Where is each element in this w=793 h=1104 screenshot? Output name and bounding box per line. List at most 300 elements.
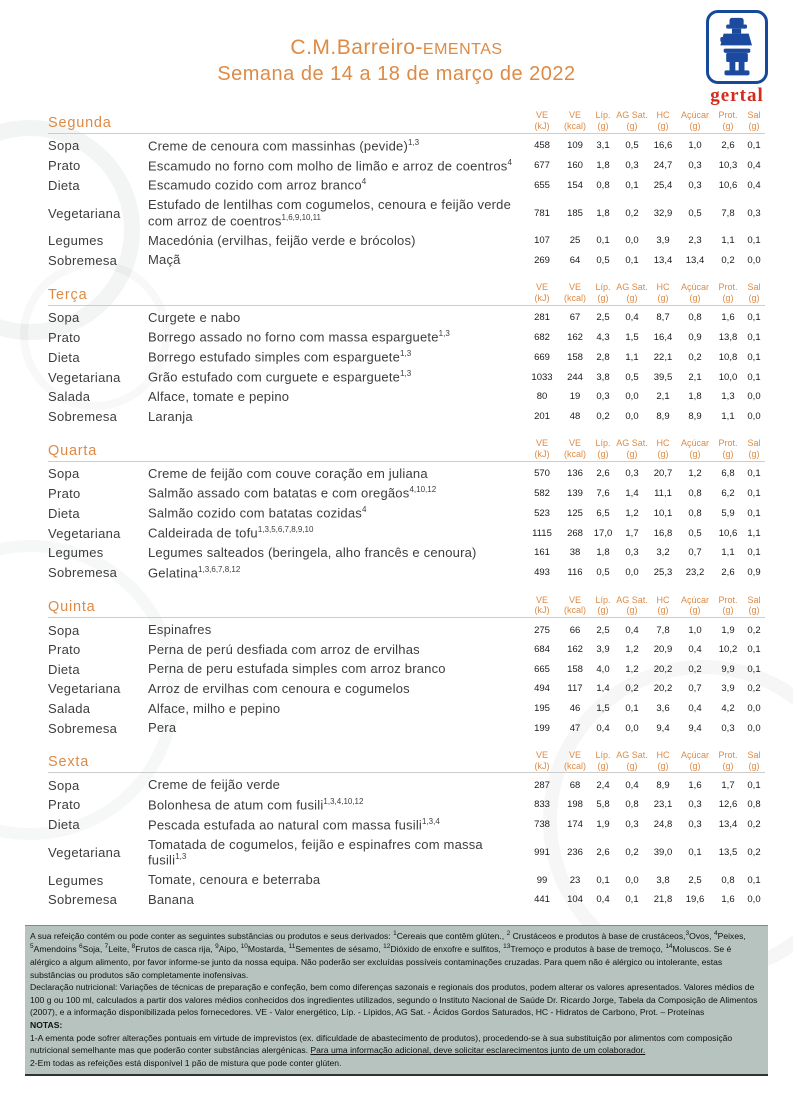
nutrition-value: 0,5 [688,527,702,539]
column-header: HC (g) [656,110,670,131]
menu-days [0,104,793,910]
nutrition-value: 9,4 [656,722,670,734]
column-header: Prot. (g) [718,749,738,771]
nutrition-value: 269 [534,254,550,266]
menu-row [48,407,765,427]
nutrition-value: 655 [534,179,550,191]
nutrition-value: 25,3 [653,567,673,579]
menu-row [48,640,765,660]
nutrition-value: 0,1 [625,179,639,191]
dish-name: Caldeirada de tofu$^{1,3,5,6,7,8,9,10}$ [148,525,314,541]
menu-row [48,659,765,679]
nutrition-value: 0,4 [688,644,702,656]
nutrition-value: 738 [534,819,550,831]
nutrition-value: 99 [536,874,548,886]
course-label: Prato [48,642,81,658]
nutrition-value: 781 [534,207,550,219]
nutrition-value: 684 [534,644,550,656]
column-header: HC (g) [656,438,670,459]
nutrition-value: 0,2 [747,624,761,636]
dish-name: Curgete e nabo [148,309,241,325]
nutrition-value: 17,0 [593,527,613,539]
nutrition-value: 16,6 [653,140,673,152]
dish-name: Escamudo no forno com molho de limão e arroz de coentros$^4$ [148,157,512,173]
day-section [48,595,765,738]
nutrition-value: 0,2 [721,254,735,266]
column-header: AG Sat. (g) [616,282,648,303]
nutrition-value: 1,9 [596,819,610,831]
menu-row [48,464,765,484]
nutrition-value: 1,9 [721,624,735,636]
nutrition-value: 0,2 [625,847,639,859]
course-label: Salada [48,700,91,716]
nutrition-value: 0,1 [596,874,610,886]
menu-row [48,620,765,640]
nutrition-value: 0,2 [625,207,639,219]
dish-name: Macedónia (ervilhas, feijão verde e brócolos) [148,232,416,248]
nutrition-value: 0,3 [747,207,761,219]
column-header: Líp. (g) [595,282,611,303]
nutrition-value: 117 [567,683,583,695]
menu-row [48,483,765,503]
course-label: Dieta [48,177,80,193]
nutrition-value: 677 [534,159,550,171]
nutrition-value: 3,9 [596,644,610,656]
nutrition-value: 0,4 [747,179,761,191]
nutrition-value: 8,9 [656,410,670,422]
nutrition-value: 2,1 [656,391,670,403]
course-label: Vegetariana [48,205,121,221]
nutrition-value: 46 [569,702,581,714]
allergen-superscript: 1,3 [175,852,187,862]
nutrition-value: 7,8 [656,624,670,636]
course-label: Dieta [48,349,80,365]
nutrition-value: 195 [534,702,550,714]
column-header: VE (kcal) [564,594,586,616]
dish-name: Laranja [148,408,193,424]
nutrition-value: 6,2 [721,487,735,499]
menu-row [48,775,765,795]
dish-name: Creme de feijão com couve coração em juliana [148,465,428,481]
nutrition-value: 16,4 [653,331,673,343]
dish-name: Estufado de lentilhas com cogumelos, cenoura e feijão verde com arroz de coentros$^{1,6,9,10,11}$ [148,197,512,229]
nutrition-value: 4,2 [721,702,735,714]
nutrition-value: 2,3 [688,235,702,247]
column-header: HC (g) [656,749,670,771]
course-label: Legumes [48,872,104,888]
menu-row [48,795,765,815]
column-header: Líp. (g) [595,438,611,459]
nutrition-value: 0,8 [721,874,735,886]
nutrition-value: 1,4 [625,487,639,499]
nutrition-value: 0,0 [747,254,761,266]
nutrition-value: 441 [534,894,550,906]
nutrition-value: 0,0 [625,410,639,422]
nutrition-value: 80 [536,391,548,403]
nutrition-value: 20,2 [653,683,673,695]
nutrition-value: 1,7 [721,779,735,791]
nutrition-value: 0,0 [747,410,761,422]
nutrition-value: 0,2 [688,663,702,675]
nutrition-value: 1,2 [625,507,639,519]
nutrition-value: 23,1 [653,799,673,811]
gertal-logo [697,10,777,107]
nutrition-value: 13,4 [718,819,738,831]
nutrition-value: 275 [534,624,550,636]
course-label: Prato [48,485,81,501]
dish-name: Bolonhesa de atum com fusili$^{1,3,4,10,12}$ [148,797,364,813]
nutrition-value: 0,3 [688,799,702,811]
course-label: Dieta [48,817,80,833]
nutrition-value: 2,5 [596,311,610,323]
menu-row [48,308,765,328]
nutrition-value: 19,6 [685,894,705,906]
nutrition-value: 1,6 [688,779,702,791]
column-header: Açúcar (g) [680,110,709,131]
nutrition-value: 0,1 [747,507,761,519]
course-label: Vegetariana [48,369,121,385]
allergen-superscript: 4 [507,157,512,167]
menu-row [48,718,765,738]
column-header: Açúcar (g) [680,749,709,771]
menu-row [48,543,765,563]
nutrition-value: 20,2 [653,663,673,675]
nutrition-value: 10,0 [718,371,738,383]
nutrition-value: 1,0 [688,624,702,636]
page-title-block [87,36,707,86]
allergen-superscript: 1,3 [400,369,412,379]
day-header [48,595,765,619]
dish-name: Salmão cozido com batatas cozidas$^4$ [148,505,367,521]
column-header: Açúcar (g) [680,594,709,616]
nutrition-value: 8,9 [656,779,670,791]
nutrition-value: 1,6 [721,894,735,906]
nutrition-value: 0,8 [688,507,702,519]
column-header: Açúcar (g) [680,282,709,303]
nutrition-value: 174 [567,819,583,831]
column-header: Sal (g) [747,594,761,616]
nutrition-declaration: Declaração nutricional: Variações de técnicas de preparação e confeção, bem como diferenças sazonais e regionais dos produtos, podem alterar os valores apresentados. Valores médios de 100 g ou 100 ml, calculados a partir dos valores médios conhecidos dos ingredientes utilizados, segundo o Instituto Nacional de Saúde Dr. Ricardo Jorge, Tabela da Composição de Alimentos (2007), e a informação disponibilizada pelos fornecedores. VE - Valor energético, Líp. - Lípidos, AG Sat. - Ácidos Gordos Saturados, HC - Hidratos de Carbono, Prot. – Proteínas [30,982,758,1018]
course-label: Vegetariana [48,845,121,861]
nutrition-value: 125 [567,507,583,519]
nutrition-value: 3,8 [656,874,670,886]
nutrition-value: 6,5 [596,507,610,519]
menu-row [48,835,765,871]
nutrition-value: 0,4 [596,894,610,906]
nutrition-value: 0,4 [747,159,761,171]
nutrition-value: 0,1 [747,371,761,383]
organization-name: C.M.Barreiro- [290,36,423,59]
menu-row [48,699,765,719]
nutrition-value: 2,6 [596,468,610,480]
nutrition-value: 0,0 [625,235,639,247]
nutrition-value: 0,1 [688,847,702,859]
nutrition-value: 1,7 [625,527,639,539]
nutrition-value: 154 [567,179,583,191]
nutrition-value: 10,8 [718,351,738,363]
dish-name: Creme de cenoura com massinhas (pevide)$^{1,3}$ [148,137,420,153]
course-label: Prato [48,157,81,173]
nutrition-value: 1,3 [721,391,735,403]
nutrition-value: 0,2 [625,683,639,695]
course-label: Dieta [48,505,80,521]
nutrition-value: 494 [534,683,550,695]
nutrition-value: 1,1 [721,547,735,559]
nutrition-value: 2,6 [721,140,735,152]
nutrition-value: 23 [569,874,581,886]
notes-label: NOTAS: [30,1020,63,1031]
course-label: Sopa [48,309,80,325]
allergen-superscript: 1,3,6,7,8,12 [198,564,241,574]
nutrition-value: 281 [534,311,550,323]
nutrition-value: 0,1 [625,702,639,714]
course-label: Vegetariana [48,525,121,541]
column-header: AG Sat. (g) [616,749,648,771]
menu-row [48,367,765,387]
nutrition-value: 0,1 [747,644,761,656]
nutrition-value: 13,5 [718,847,738,859]
menu-row [48,503,765,523]
column-header: VE (kJ) [534,438,550,459]
nutrition-value: 47 [569,722,581,734]
nutrition-value: 1033 [531,371,553,383]
nutrition-value: 1,2 [625,644,639,656]
column-header: AG Sat. (g) [616,110,648,131]
nutrition-value: 0,4 [596,722,610,734]
menu-row [48,890,765,910]
nutrition-value: 1,1 [721,410,735,422]
nutrition-value: 0,1 [747,468,761,480]
nutrition-value: 160 [567,159,583,171]
nutrition-value: 116 [567,567,583,579]
dish-name: Arroz de ervilhas com cenoura e cogumelos [148,681,410,697]
dish-name: Salmão assado com batatas e com oregãos$^{4,10,12}$ [148,485,437,501]
course-label: Prato [48,797,81,813]
nutrition-value: 66 [569,624,581,636]
note-1-underlined-text: Para uma informação adicional, deve solicitar esclarecimentos junto de um colaborador. [310,1045,646,1056]
course-label: Legumes [48,233,104,249]
nutrition-value: 0,7 [688,683,702,695]
course-label: Prato [48,329,81,345]
day-section [48,750,765,910]
allergen-superscript: 1,6,9,10,11 [281,212,321,222]
footer-info-box [25,925,768,1076]
allergen-superscript: 4 [361,177,367,187]
menu-row [48,679,765,699]
nutrition-value: 2,4 [596,779,610,791]
column-header: Líp. (g) [595,594,611,616]
allergen-superscript: 1,3 [400,349,412,359]
nutrition-value: 1,0 [688,140,702,152]
nutrition-value: 11,1 [654,487,672,499]
nutrition-value: 287 [534,779,550,791]
nutrition-value: 3,9 [721,683,735,695]
nutrition-value: 0,1 [747,235,761,247]
nutrition-value: 0,9 [688,331,702,343]
nutrition-value: 1,8 [688,391,702,403]
nutrition-value: 20,9 [653,644,673,656]
nutrition-value: 38 [569,547,581,559]
gertal-wordmark: gertal [710,85,764,106]
nutrition-value: 0,4 [625,624,639,636]
nutrition-value: 244 [567,371,583,383]
course-label: Sobremesa [48,565,118,581]
nutrition-value: 48 [569,410,581,422]
nutrition-value: 0,1 [596,235,610,247]
nutrition-value: 10,2 [718,644,738,656]
nutrition-value: 12,6 [718,799,738,811]
nutrition-value: 458 [534,140,550,152]
nutrition-value: 3,2 [656,547,670,559]
allergen-superscript: 4,10,12 [409,485,437,495]
nutrition-value: 185 [567,207,583,219]
nutrition-value: 0,1 [625,254,639,266]
dish-name: Creme de feijão verde [148,777,281,793]
menu-row [48,175,765,195]
menu-row [48,195,765,231]
column-header: Sal (g) [747,110,761,131]
nutrition-value: 0,1 [747,547,761,559]
nutrition-value: 20,7 [653,468,673,480]
nutrition-value: 10,3 [718,159,738,171]
nutrition-value: 0,1 [747,331,761,343]
column-header: Sal (g) [747,438,761,459]
nutrition-value: 0,1 [747,487,761,499]
nutrition-value: 1,1 [721,235,735,247]
dish-name: Pera [148,720,177,736]
nutrition-value: 2,8 [596,351,610,363]
nutrition-value: 0,1 [747,311,761,323]
day-section [48,438,765,582]
nutrition-value: 2,6 [596,847,610,859]
nutrition-value: 2,5 [688,874,702,886]
column-header: Sal (g) [747,749,761,771]
nutrition-value: 0,3 [688,159,702,171]
nutrition-value: 5,9 [721,507,735,519]
nutrition-value: 1,8 [596,159,610,171]
document-type: EMENTAS [422,41,503,58]
note-1 [30,1032,763,1057]
nutrition-value: 8,7 [656,311,670,323]
nutrition-value: 582 [534,487,550,499]
nutrition-value: 0,3 [688,819,702,831]
column-header: Prot. (g) [718,110,738,131]
column-header: Açúcar (g) [680,438,709,459]
nutrition-value: 0,0 [625,567,639,579]
nutrition-value: 3,8 [596,371,610,383]
day-header [48,750,765,774]
allergen-info: A sua refeição contém ou pode conter as seguintes substâncias ou produtos e seus derivados: $^1$Cereais que contêm glúten., $^2$ Crustáceos e produtos à base de crustáceos,$^3$Ovos, $^4$Peixes, $^5$Amendoins $^6$Soja, $^7$Leite, $^8$Frutos de casca rija, $^9$Aipo, $^{10}$Mostarda, $^{11}$Sementes de sésamo, $^{12}$Dióxido de enxofre e sulfitos, $^{13}$Tremoço e produtos à base de tremoço, $^{14}$Moluscos. Se é alérgico a algum alimento, por favor informe-se junto da nossa equipa. Não poderão ser excluídas possíveis contaminações cruzadas. Para quem não é alérgico ou intolerante, estas substâncias ou produtos são completamente inofensivas. [30,930,746,980]
dish-name: Alface, tomate e pepino [148,389,290,405]
nutrition-value: 665 [534,663,550,675]
nutrition-value: 0,3 [625,819,639,831]
nutrition-value: 0,3 [688,179,702,191]
nutrition-value: 198 [567,799,583,811]
day-header [48,282,765,306]
nutrition-value: 0,1 [747,779,761,791]
nutrition-value: 0,5 [596,254,610,266]
menu-row [48,156,765,176]
nutrition-value: 570 [534,468,550,480]
column-header: VE (kcal) [564,110,586,131]
column-header: Prot. (g) [718,594,738,616]
nutrition-value: 0,3 [625,468,639,480]
nutrition-value: 199 [534,722,550,734]
column-header: HC (g) [656,594,670,616]
course-label: Legumes [48,545,104,561]
allergen-superscript: 1,3 [438,329,450,339]
nutrition-value: 39,5 [653,371,673,383]
nutrition-value: 0,3 [596,391,610,403]
dish-name: Gelatina$^{1,3,6,7,8,12}$ [148,564,241,581]
day-section [48,282,765,426]
nutrition-value: 9,4 [688,722,702,734]
nutrition-value: 64 [569,254,581,266]
nutrition-value: 1,1 [747,527,761,539]
dish-name: Perna de perú desfiada com arroz de ervilhas [148,641,420,657]
nutrition-value: 1115 [532,527,552,539]
course-label: Sopa [48,777,80,793]
nutrition-value: 0,0 [747,702,761,714]
column-header: VE (kcal) [564,282,586,303]
nutrition-value: 10,6 [718,179,738,191]
nutrition-value: 6,8 [721,468,735,480]
menu-row [48,870,765,890]
menu-row [48,815,765,835]
nutrition-value: 16,8 [653,527,673,539]
nutrition-value: 10,6 [718,527,738,539]
nutrition-value: 32,9 [653,207,673,219]
menu-row [48,250,765,270]
day-name: Terça [48,286,88,303]
page-title [87,36,707,60]
column-header: VE (kJ) [534,282,550,303]
menu-row [48,563,765,583]
nutrition-value: 0,7 [688,547,702,559]
course-label: Sopa [48,466,80,482]
nutrition-value: 158 [567,663,583,675]
nutrition-value: 104 [567,894,583,906]
dish-name: Escamudo cozido com arroz branco$^4$ [148,177,367,193]
allergen-superscript: 1,3 [407,137,420,147]
nutrition-value: 3,1 [596,140,610,152]
menu-row [48,231,765,251]
nutrition-value: 0,4 [625,779,639,791]
nutrition-value: 0,8 [688,311,702,323]
nutrition-value: 139 [567,487,583,499]
nutrition-value: 0,5 [596,567,610,579]
nutrition-value: 669 [534,351,550,363]
week-subtitle: Semana de 14 a 18 de março de 2022 [217,63,576,85]
nutrition-value: 22,1 [653,351,673,363]
nutrition-value: 1,6 [721,311,735,323]
nutrition-value: 1,8 [596,207,610,219]
nutrition-value: 1,2 [688,468,702,480]
column-header: Prot. (g) [718,282,738,303]
dish-name: Tomate, cenoura e beterraba [148,872,321,888]
nutrition-value: 7,8 [721,207,735,219]
dish-name: Borrego estufado simples com esparguete$^{1,3}$ [148,349,412,365]
nutrition-value: 0,8 [596,179,610,191]
nutrition-value: 162 [567,331,583,343]
column-header: VE (kJ) [534,110,550,131]
menu-row [48,136,765,156]
dish-name: Borrego assado no forno com massa esparguete$^{1,3}$ [148,329,450,345]
nutrition-value: 1,8 [596,547,610,559]
dish-name: Espinafres [148,622,212,638]
nutrition-value: 24,8 [653,819,673,831]
nutrition-value: 161 [534,547,550,559]
